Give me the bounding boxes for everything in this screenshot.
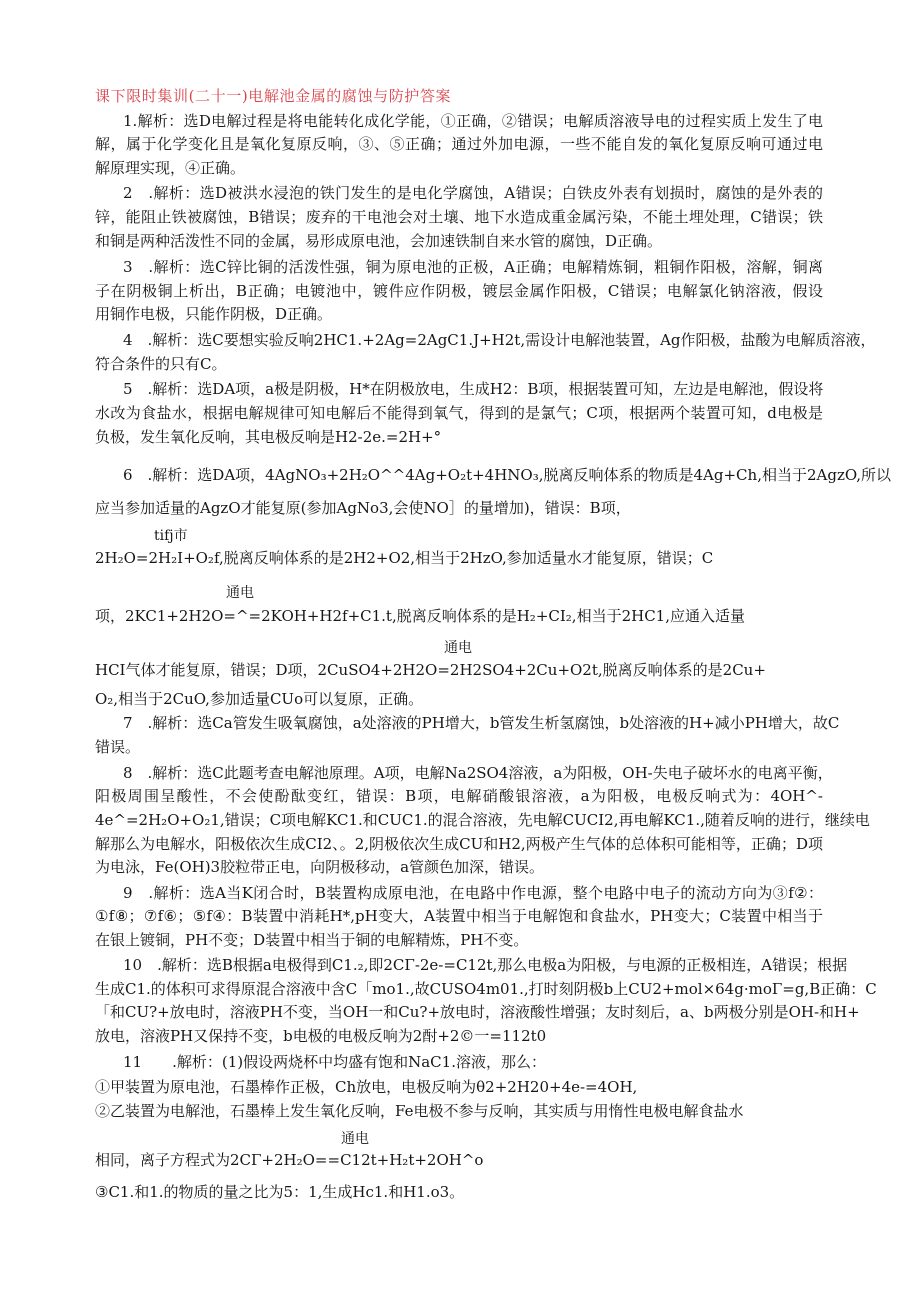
- text-line: 相同，离子方程式为2CΓ+2H₂O==C12t+H₂t+2OH^o: [95, 1151, 484, 1169]
- text-line: 应当参加适量的AgzO才能复原(参加AgNo3,会使NO］的量增加)，错误：B项，: [95, 499, 631, 517]
- text-line: 解原理实现，④正确。: [95, 159, 246, 177]
- text-line: 5 .解析：选DA项，a极是阴极，H*在阴极放电，生成H2：B项，根据装置可知，左边是电解池，假设将: [123, 380, 824, 398]
- text-line: 和铜是两种活泼性不同的金属，易形成原电池，会加速铁制自来水管的腐蚀，D正确。: [95, 232, 663, 250]
- equation-label: 通电: [341, 1131, 369, 1147]
- text-line: 1.解析：选D电解过程是将电能转化成化学能，①正确，②错误；电解质溶液导电的过程实质上发生了电: [123, 112, 823, 130]
- text-line: 错误。: [95, 738, 141, 756]
- text-line: 阳极周围呈酸性，不会使酚酞变红，错误：B项，电解硝酸银溶液，a为阳极，电极反响式为：4OH^-: [95, 787, 823, 805]
- text-line: 子在阴极铜上析出，B正确；电镀池中，镀件应作阴极，镀层金属作阳极，C错误；电解氯化钠溶液，假设: [95, 282, 823, 300]
- document-title: 课下限时集训(二十一)电解池金属的腐蚀与防护答案: [95, 87, 452, 105]
- text-line: 项，2KC1+2H2O=^=2KOH+H2f+C1.t,脱离反响体系的是H₂+CI₂,相当于2HC1,应通入适量: [95, 607, 745, 625]
- text-line: 放电，溶液PH又保持不变，b电极的电极反响为2酎+2©一=112t0: [95, 1027, 547, 1045]
- equation-label: 通电: [444, 640, 472, 656]
- text-line: 「和CU?+放电时，溶液PH不变，当OH一和Cu?+放电时，溶液酸性增强；友时刻后，a、b两极分别是OH-和H+: [95, 1003, 860, 1021]
- text-line: 2H₂O=2H₂I+O₂f,脱离反响体系的是2H2+O2,相当于2HzO,参加适量水才能复原，错误；C: [95, 549, 714, 567]
- text-line: ①甲装置为原电池，石墨棒作正极，Ch放电，电极反响为θ2+2H20+4e-=4OH,: [95, 1078, 638, 1096]
- text-line: 8 .解析：选C此题考查电解池原理。A项，电解Na2SO4溶液，a为阳极，OH-失电子破坏水的电离平衡，: [123, 764, 833, 782]
- text-line: 11 .解析：(1)假设两烧杯中均盛有饱和NaC1.溶液，那么：: [123, 1053, 546, 1071]
- text-line: 3 .解析：选C锌比铜的活泼性强，铜为原电池的正极，A正确；电解精炼铜，粗铜作阳极，溶解，铜离: [123, 258, 823, 276]
- equation-label: 通电: [226, 585, 254, 601]
- text-line: 解，属于化学变化且是氧化复原反响，③、⑤正确；通过外加电源，一些不能自发的氧化复原反响可通过电: [95, 135, 823, 153]
- text-line: 解那么为电解水，阳极依次生成CI2、。2,阴极依次生成CU和H2,两极产生气体的总体积可能相等，正确；D项: [95, 835, 823, 853]
- text-line: 生成C1.的体积可求得原混合溶液中含C「mo1.,故CUSO4m01.,打时刻阴极b上CU2+mol×64g·moΓ=g,B正确：C: [95, 980, 877, 998]
- text-line: 2 .解析：选D被洪水浸泡的铁门发生的是电化学腐蚀，A错误；白铁皮外表有划损时，腐蚀的是外表的: [123, 184, 823, 202]
- text-line: 负极，发生氧化反响，其电极反响是H2-2e.=2H+°: [95, 428, 442, 446]
- equation-label: tifj市: [154, 528, 188, 544]
- text-line: 9 .解析：选A当K闭合时，B装置构成原电池，在电路中作电源，整个电路中电子的流动方向为③f②：: [123, 884, 823, 902]
- text-line: 用铜作电极，只能作阴极，D正确。: [95, 305, 333, 323]
- text-line: ①f⑧；⑦f⑥；⑤f④：B装置中消耗H*,pH变大，A装置中相当于电解饱和食盐水，PH变大；C装置中相当于: [95, 907, 823, 925]
- text-line: ②乙装置为电解池，石墨棒上发生氧化反响，Fe电极不参与反响，其实质与用惰性电极电解食盐水: [95, 1102, 744, 1120]
- text-line: 4e^=2H₂O+O₂1,错误；C项电解KC1.和CUC1.的混合溶液，先电解CUCI2,再电解KC1.,随着反响的进行，继续电: [95, 811, 870, 829]
- text-line: ③C1.和1.的物质的量之比为5：1,生成Hc1.和H1.o3。: [95, 1183, 465, 1201]
- text-line: 4 .解析：选C要想实验反响2HC1.+2Ag=2AgC1.J+H2t,需设计电解池装置，Ag作阳极，盐酸为电解质溶液，: [123, 331, 876, 349]
- text-line: 10 .解析：选B根据a电极得到C1.₂,即2CΓ-2e-=C12t,那么电极a为阳极，与电源的正极相连，A错误；根据: [123, 956, 848, 974]
- text-line: 符合条件的只有C。: [95, 355, 227, 373]
- text-line: 水改为食盐水，根据电解规律可知电解后不能得到氧气，得到的是氯气；C项，根据两个装置可知，d电极是: [95, 404, 823, 422]
- text-line: HCI气体才能复原，错误；D项，2CuSO4+2H2O=2H2SO4+2Cu+O2t,脱离反响体系的是2Cu+: [95, 661, 766, 679]
- text-line: 7 .解析：选Ca管发生吸氧腐蚀，a处溶液的PH增大，b管发生析氢腐蚀，b处溶液的H+减小PH增大，故C: [123, 714, 840, 732]
- text-line: 锌，能阻止铁被腐蚀，B错误；废弃的干电池会对土壤、地下水造成重金属污染，不能土埋处理，C错误；铁: [95, 208, 823, 226]
- text-line: O₂,相当于2CuO,参加适量CUo可以复原，正确。: [95, 690, 424, 708]
- text-line: 6 .解析：选DA项，4AgNO₃+2H₂O^^4Ag+O₂t+4HNO₃,脱离反响体系的物质是4Ag+Ch,相当于2AgzO,所以: [123, 466, 892, 484]
- text-line: 在银上镀铜，PH不变；D装置中相当于铜的电解精炼，PH不变。: [95, 931, 529, 949]
- text-line: 为电泳，Fe(OH)3胶粒带正电，向阴极移动，a管颜色加深，错误。: [95, 858, 545, 876]
